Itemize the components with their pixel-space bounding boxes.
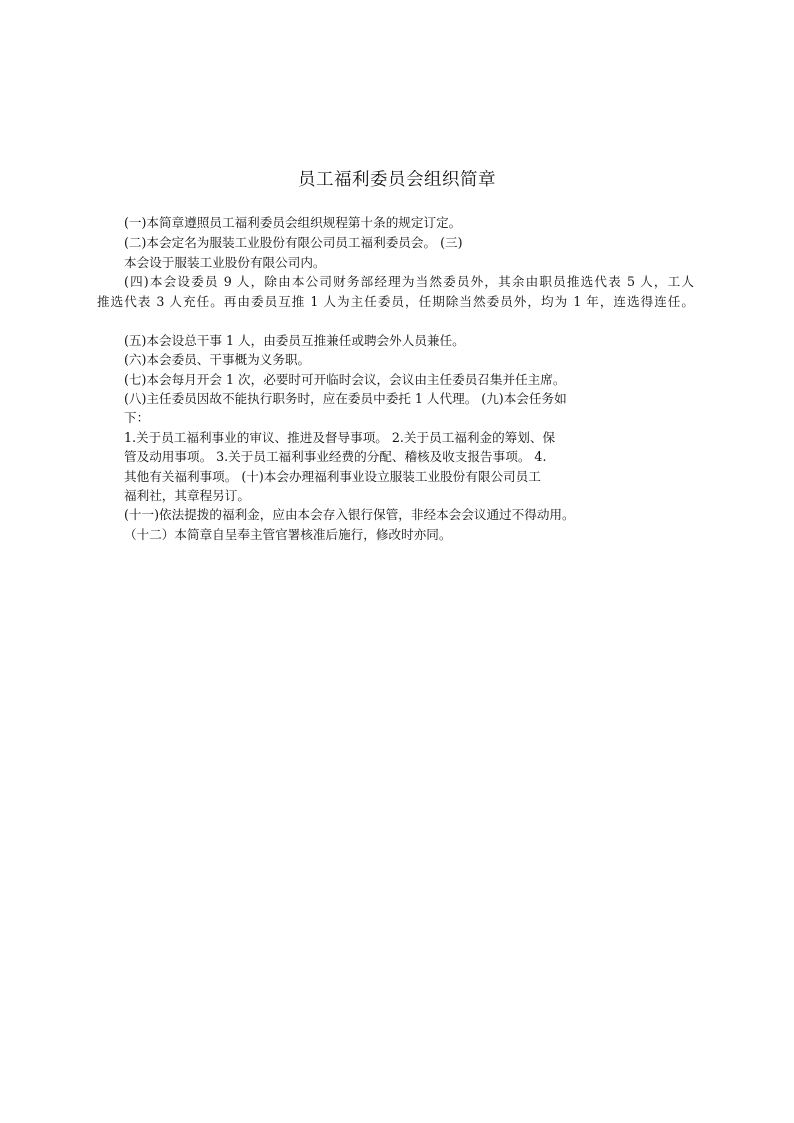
article-8-line: (八)主任委员因故不能执行职务时，应在委员中委托 1 人代理。 (九)本会任务如	[124, 391, 567, 406]
article-12-line: （十二）本简章自呈奉主管官署核准后施行，修改时亦同。	[124, 527, 452, 542]
article-10-line: 福利社，其章程另订。	[124, 488, 250, 503]
article-2-line: (二)本会定名为服装工业股份有限公司员工福利委员会。 (三)	[124, 235, 463, 250]
article-11-line: (十一)依法提拨的福利金，应由本会存入银行保管，非经本会会议通过不得动用。	[124, 507, 575, 522]
article-1-line: (一)本简章遵照员工福利委员会组织规程第十条的规定订定。	[124, 215, 462, 230]
task-list-line-2: 管及动用事项。 3.关于员工福利事业经费的分配、稽核及收支报告事项。 4.	[124, 449, 547, 464]
article-3-line: 本会设于服装工业股份有限公司内。	[124, 255, 326, 270]
article-4-line-2: 推选代表 3 人充任。再由委员互推 1 人为主任委员，任期除当然委员外，均为 1 年，连选得连任。	[97, 294, 694, 309]
task-list-line-3: 其他有关福利事项。 (十)本会办理福利事业设立服装工业股份有限公司员工	[124, 469, 541, 484]
article-5-line: (五)本会设总干事 1 人，由委员互推兼任或聘会外人员兼任。	[124, 333, 465, 348]
article-9-line: 下：	[124, 410, 150, 425]
task-list-line-1: 1.关于员工福利事业的审议、推进及督导事项。 2.关于员工福利金的筹划、保	[124, 430, 556, 445]
article-6-line: (六)本会委员、干事概为义务职。	[124, 352, 311, 367]
article-7-line: (七)本会每月开会 1 次，必要时可开临时会议，会议由主任委员召集并任主席。	[124, 372, 566, 387]
document-title: 员工福利委员会组织简章	[298, 170, 496, 190]
article-4-line-1: (四)本会设委员 9 人，除由本公司财务部经理为当然委员外，其余由职员推选代表 5 人，工人	[124, 274, 694, 289]
